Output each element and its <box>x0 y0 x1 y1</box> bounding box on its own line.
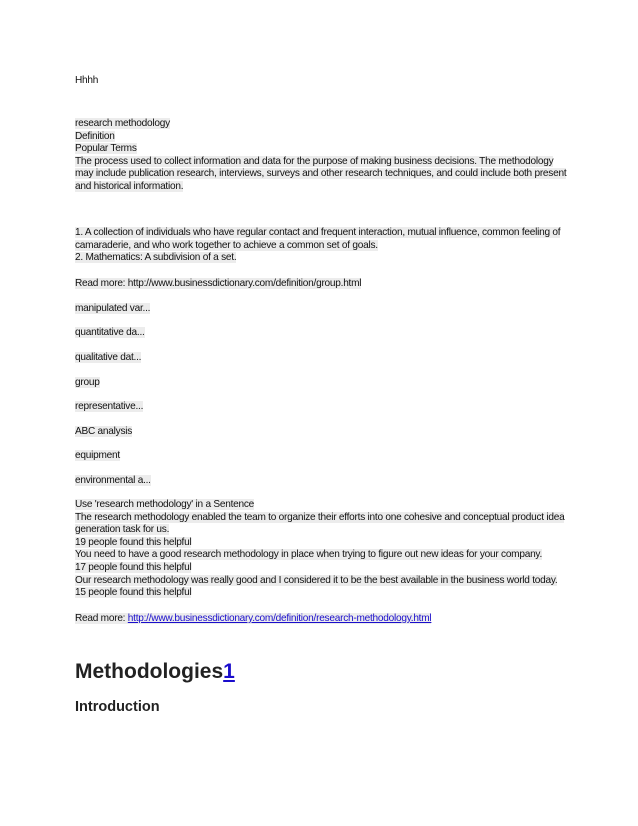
term-item[interactable]: group <box>75 377 100 388</box>
footnote-link[interactable]: 1 <box>223 660 235 683</box>
group-definition-line: 2. Mathematics: A subdivision of a set. <box>75 252 237 264</box>
sentence-block <box>75 499 565 600</box>
sentence-line: The research methodology enabled the team to organize their efforts into one cohesive and conceptual product idea <box>75 511 565 523</box>
methodologies-heading <box>75 660 235 684</box>
sentence-line: generation task for us. <box>75 524 170 536</box>
term-item[interactable]: manipulated var... <box>75 303 151 314</box>
group-definition-line: 1. A collection of individuals who have regular contact and frequent interaction, mutual influence, common feeling of <box>75 227 561 238</box>
sentence-heading: Use 'research methodology' in a Sentence <box>75 499 255 510</box>
sentence-line: You need to have a good research methodology in place when trying to figure out new ideas for your company. <box>75 549 543 561</box>
heading-text: Methodologies <box>75 660 224 683</box>
definition-text-line: may include publication research, interviews, surveys and other research techniques, and could include both present <box>75 168 567 180</box>
definition-label: Definition <box>75 130 115 142</box>
group-read-more: Read more: http://www.businessdictionary.com/definition/group.html <box>75 278 362 289</box>
group-definition-block <box>75 227 565 265</box>
term-item[interactable]: qualitative dat... <box>75 352 142 363</box>
top-note: Hhhh <box>75 75 99 86</box>
term-item[interactable]: environmental a... <box>75 475 151 486</box>
helpful-count: 17 people found this helpful <box>75 561 192 573</box>
definition-text-line: and historical information. <box>75 180 184 192</box>
definition-block <box>75 118 565 194</box>
definition-term: research methodology <box>75 118 170 129</box>
introduction-heading: Introduction <box>75 699 160 715</box>
group-definition-line: camaraderie, and who work together to achieve a common set of goals. <box>75 239 378 251</box>
popular-terms-label: Popular Terms <box>75 143 137 155</box>
helpful-count: 15 people found this helpful <box>75 587 192 599</box>
definition-text-line: The process used to collect information and data for the purpose of making business decisions. The methodology <box>75 155 554 167</box>
term-item[interactable]: representative... <box>75 401 144 412</box>
term-item[interactable]: equipment <box>75 450 120 461</box>
helpful-count: 19 people found this helpful <box>75 536 192 548</box>
read-more-label: Read more: <box>75 613 128 624</box>
sentence-line: Our research methodology was really good and I considered it to be the best available in the business world today. <box>75 574 558 586</box>
term-item[interactable]: quantitative da... <box>75 327 145 338</box>
term-item[interactable]: ABC analysis <box>75 426 133 437</box>
research-methodology-link[interactable]: http://www.businessdictionary.com/definition/research-methodology.html <box>127 613 432 624</box>
